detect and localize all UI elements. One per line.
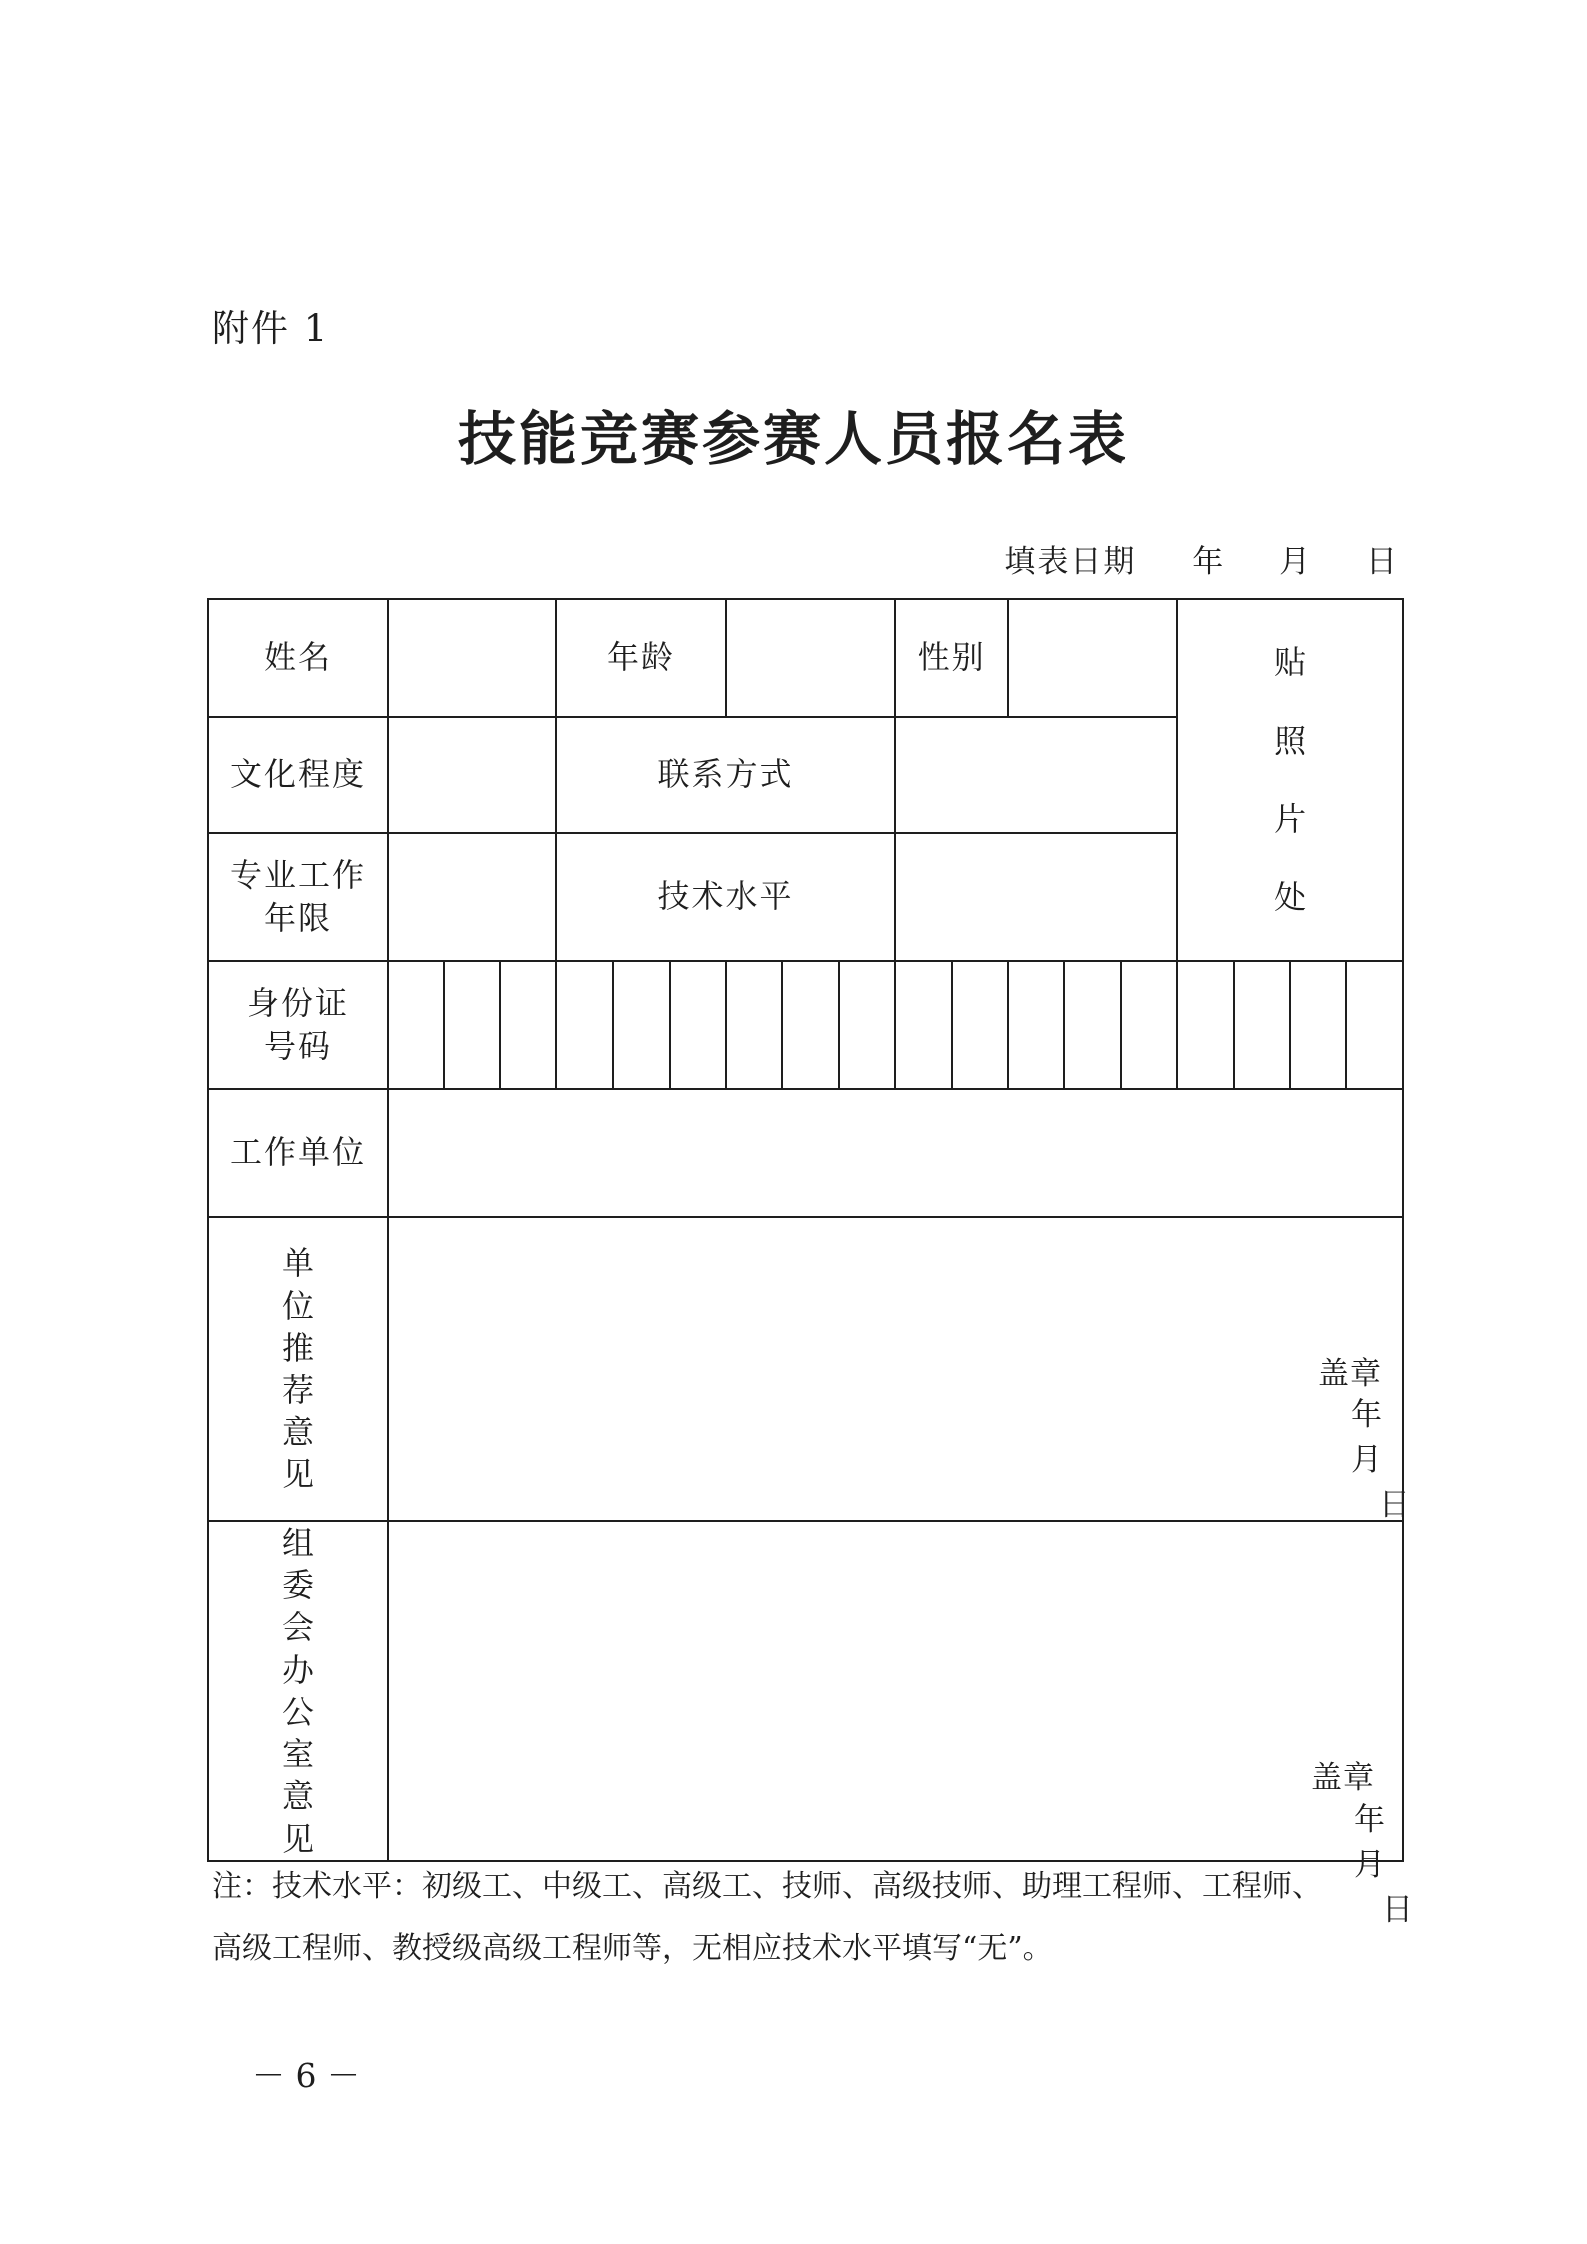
committee-opinion-char: 会 bbox=[281, 1608, 314, 1647]
id-digit-box[interactable] bbox=[1177, 961, 1234, 1089]
committee-date-day: 日 bbox=[1382, 1892, 1413, 1928]
unit-opinion-label bbox=[208, 1217, 388, 1521]
education-label: 文化程度 bbox=[208, 717, 388, 833]
id-digit-box[interactable] bbox=[782, 961, 839, 1089]
gender-label: 性别 bbox=[895, 599, 1008, 717]
committee-opinion-char: 公 bbox=[281, 1692, 314, 1731]
age-field[interactable] bbox=[726, 599, 895, 717]
footnote-line: 高级工程师、教授级高级工程师等，无相应技术水平填写“无”。 bbox=[212, 1931, 1053, 1966]
id-digit-box[interactable] bbox=[1234, 961, 1290, 1089]
committee-opinion-char: 意 bbox=[281, 1777, 314, 1816]
id-digit-box[interactable] bbox=[952, 961, 1008, 1089]
photo-char: 处 bbox=[1274, 878, 1307, 917]
fill-date-month: 月 bbox=[1279, 544, 1311, 580]
form-title: 技能竞赛参赛人员报名表 bbox=[457, 405, 1129, 473]
id-digit-box[interactable] bbox=[613, 961, 670, 1089]
fill-date-label: 填表日期 bbox=[1004, 544, 1137, 580]
id-digit-box[interactable] bbox=[388, 961, 444, 1089]
committee-seal-label: 盖章 bbox=[1311, 1760, 1375, 1796]
id-digit-box[interactable] bbox=[1346, 961, 1403, 1089]
id-digit-box[interactable] bbox=[895, 961, 952, 1089]
education-field[interactable] bbox=[388, 717, 556, 833]
photo-char: 照 bbox=[1274, 721, 1307, 760]
age-label: 年龄 bbox=[556, 599, 726, 717]
name-field[interactable] bbox=[388, 599, 556, 717]
footnote bbox=[212, 1856, 1412, 1980]
unit-seal-label: 盖章 bbox=[1318, 1356, 1382, 1392]
skill-level-field[interactable] bbox=[895, 833, 1177, 961]
fill-date-day: 日 bbox=[1366, 544, 1397, 580]
work-years-field[interactable] bbox=[388, 833, 556, 961]
work-years-label-line: 专业工作 bbox=[229, 855, 366, 894]
committee-opinion-char: 组 bbox=[281, 1524, 314, 1562]
id-digit-box[interactable] bbox=[839, 961, 895, 1089]
committee-opinion-label bbox=[208, 1521, 388, 1861]
unit-opinion-char: 位 bbox=[281, 1286, 314, 1325]
id-digit-box[interactable] bbox=[500, 961, 556, 1089]
employer-label: 工作单位 bbox=[208, 1089, 388, 1217]
unit-opinion-char: 意 bbox=[281, 1413, 314, 1452]
work-years-label-line: 年限 bbox=[263, 899, 332, 937]
unit-opinion-field[interactable] bbox=[388, 1217, 1410, 1523]
photo-placeholder[interactable] bbox=[1177, 599, 1403, 961]
committee-opinion-char: 见 bbox=[281, 1819, 314, 1858]
committee-opinion-char: 室 bbox=[281, 1735, 314, 1774]
id-digit-box[interactable] bbox=[444, 961, 500, 1089]
committee-opinion-char: 办 bbox=[281, 1650, 314, 1689]
id-digit-box[interactable] bbox=[726, 961, 782, 1089]
id-digit-box[interactable] bbox=[1121, 961, 1177, 1089]
photo-char: 片 bbox=[1274, 800, 1307, 838]
fill-date bbox=[1004, 536, 1397, 581]
id-digit-box[interactable] bbox=[1064, 961, 1121, 1089]
id-digit-box[interactable] bbox=[556, 961, 613, 1089]
unit-date bbox=[1351, 1389, 1438, 1524]
contact-field[interactable] bbox=[895, 717, 1177, 833]
gender-field[interactable] bbox=[1008, 599, 1177, 717]
committee-opinion-char: 委 bbox=[281, 1566, 314, 1605]
unit-date-year: 年 bbox=[1351, 1397, 1382, 1433]
id-number-label-line: 号码 bbox=[263, 1027, 332, 1065]
attachment-label: 附件 1 bbox=[212, 307, 330, 350]
work-years-label bbox=[208, 833, 388, 961]
id-number-label bbox=[208, 961, 388, 1089]
unit-date-day: 日 bbox=[1379, 1487, 1410, 1523]
id-digit-box[interactable] bbox=[1008, 961, 1064, 1089]
committee-date-year: 年 bbox=[1354, 1802, 1385, 1838]
unit-opinion-char: 见 bbox=[281, 1455, 314, 1494]
id-digit-box[interactable] bbox=[670, 961, 726, 1089]
unit-opinion-char: 单 bbox=[281, 1244, 314, 1283]
page-number: － 6 － bbox=[252, 2056, 360, 2095]
fill-date-year: 年 bbox=[1192, 544, 1224, 580]
contact-label: 联系方式 bbox=[556, 717, 895, 833]
committee-date-month: 月 bbox=[1354, 1847, 1385, 1883]
unit-date-month: 月 bbox=[1351, 1442, 1382, 1478]
photo-char: 贴 bbox=[1274, 643, 1307, 682]
name-label: 姓名 bbox=[208, 599, 388, 717]
skill-level-label: 技术水平 bbox=[556, 833, 895, 961]
id-number-label-line: 身份证 bbox=[246, 983, 349, 1022]
employer-field[interactable] bbox=[388, 1089, 1403, 1217]
unit-opinion-char: 推 bbox=[281, 1328, 314, 1367]
id-digit-box[interactable] bbox=[1290, 961, 1346, 1089]
unit-opinion-char: 荐 bbox=[281, 1371, 314, 1409]
footnote-line: 注：技术水平：初级工、中级工、高级工、技师、高级技师、助理工程师、工程师、 bbox=[212, 1869, 1322, 1904]
